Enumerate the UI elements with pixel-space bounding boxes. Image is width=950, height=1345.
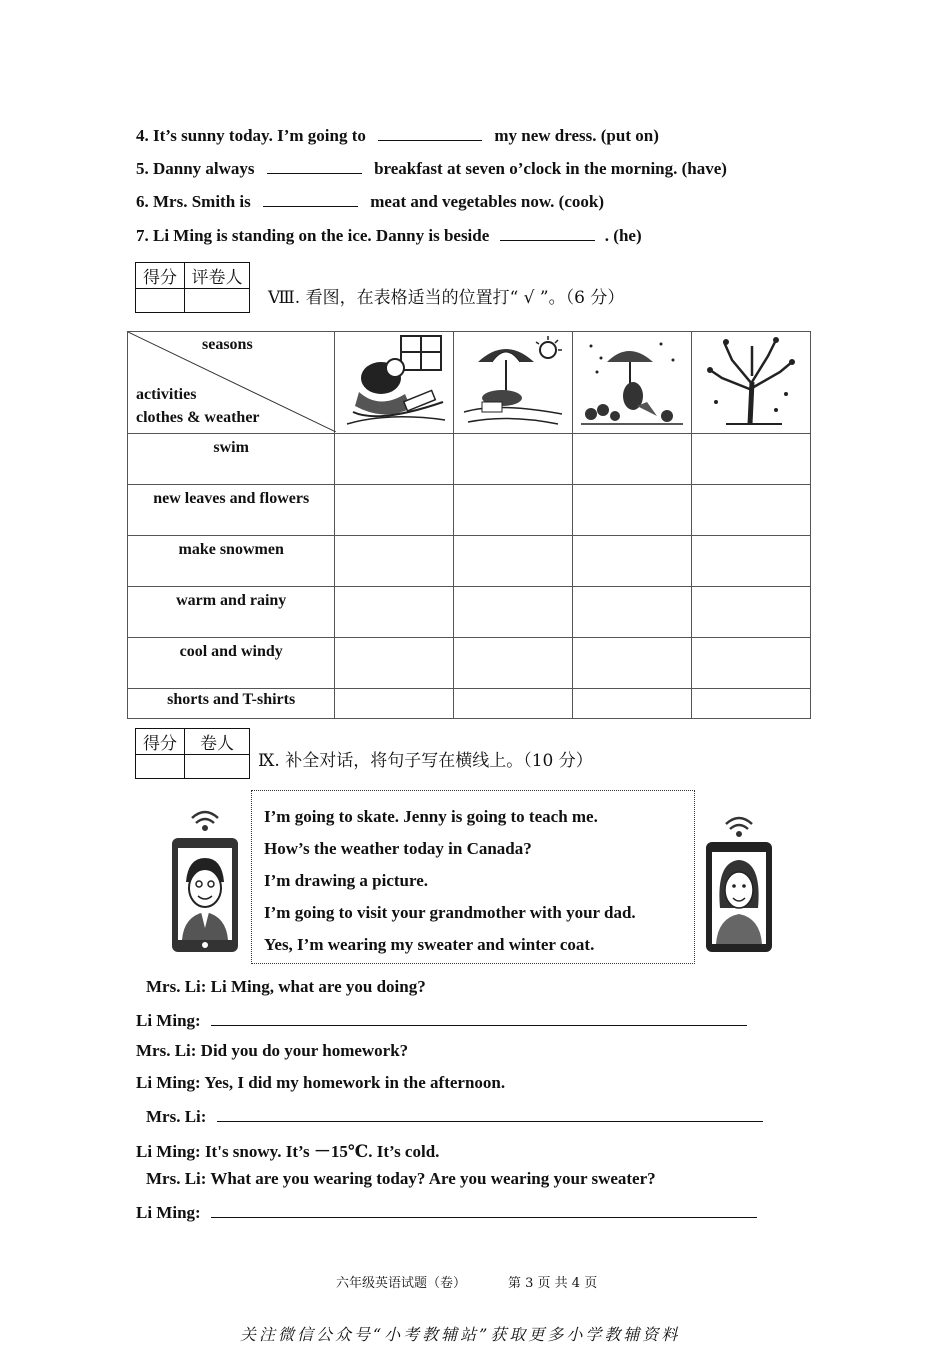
question-text: 7. Li Ming is standing on the ice. Danny is beside xyxy=(136,226,490,245)
spring-picture-cell xyxy=(573,332,692,434)
check-cell[interactable] xyxy=(335,638,454,689)
row-label: cool and windy xyxy=(128,638,335,689)
question-text: 6. Mrs. Smith is xyxy=(136,192,251,211)
check-cell[interactable] xyxy=(692,536,811,587)
phone-boy-icon xyxy=(168,804,242,956)
promo-text: 关注微信公众号“小考教辅站”获取更多小学教辅资料 xyxy=(240,1325,681,1344)
spring-scene-icon xyxy=(577,332,687,428)
choice-item: Yes, I’m wearing my sweater and winter coat. xyxy=(264,935,595,954)
winter-picture-cell xyxy=(335,332,454,434)
dialogue-line: Mrs. Li: Did you do your homework? xyxy=(136,1041,409,1060)
summer-picture-cell xyxy=(454,332,573,434)
row-label: make snowmen xyxy=(128,536,335,587)
check-cell[interactable] xyxy=(692,485,811,536)
check-cell[interactable] xyxy=(573,434,692,485)
answer-blank[interactable] xyxy=(211,1201,757,1218)
question-text: breakfast at seven o’clock in the morning. (have) xyxy=(374,159,727,178)
answer-blank[interactable] xyxy=(217,1105,763,1122)
diagonal-header-cell xyxy=(128,332,335,434)
choice-item: How’s the weather today in Canada? xyxy=(264,839,532,858)
section-9-title: Ⅸ. 补全对话，将句子写在横线上。（10 分） xyxy=(258,751,593,771)
check-cell[interactable] xyxy=(573,485,692,536)
winter-scene-icon xyxy=(339,332,449,428)
check-cell[interactable] xyxy=(454,638,573,689)
summer-scene-icon xyxy=(458,332,568,428)
grader-cell xyxy=(185,755,250,779)
check-cell[interactable] xyxy=(335,434,454,485)
section-8-title: Ⅷ. 看图，在表格适当的位置打“ √ ”。（6 分） xyxy=(268,288,625,308)
check-cell[interactable] xyxy=(454,689,573,719)
row-label: warm and rainy xyxy=(128,587,335,638)
answer-blank xyxy=(263,190,358,207)
check-cell[interactable] xyxy=(335,587,454,638)
speaker-label: Li Ming: xyxy=(136,1011,201,1030)
grader-label: 评卷人 xyxy=(185,263,250,289)
row-label: swim xyxy=(128,434,335,485)
row-label: shorts and T-shirts xyxy=(128,689,335,719)
check-cell[interactable] xyxy=(573,536,692,587)
speaker-label: Mrs. Li: xyxy=(146,1107,207,1126)
question-text: meat and vegetables now. (cook) xyxy=(370,192,604,211)
score-box xyxy=(135,728,250,779)
check-cell[interactable] xyxy=(335,536,454,587)
dialogue-line: Mrs. Li: Li Ming, what are you doing? xyxy=(146,977,426,996)
score-label: 得分 xyxy=(136,729,185,755)
check-cell[interactable] xyxy=(454,587,573,638)
check-cell[interactable] xyxy=(335,689,454,719)
header-clothes-weather: clothes & weather xyxy=(136,409,260,426)
answer-blank[interactable] xyxy=(211,1009,747,1026)
choices-box xyxy=(251,790,695,964)
choice-item: I’m drawing a picture. xyxy=(264,871,429,890)
autumn-picture-cell xyxy=(692,332,811,434)
answer-blank xyxy=(267,157,362,174)
choice-item: I’m going to visit your grandmother with your dad. xyxy=(264,903,636,922)
season-table xyxy=(127,331,811,719)
dialogue-line: Li Ming: It's snowy. It’s －15℃. It’s cold. xyxy=(136,1142,440,1161)
grader-cell xyxy=(185,289,250,313)
dialogue-line: Li Ming: Yes, I did my homework in the afternoon. xyxy=(136,1073,506,1092)
question-6 xyxy=(136,190,604,212)
question-text: . (he) xyxy=(604,226,642,245)
score-label: 得分 xyxy=(136,263,185,289)
autumn-tree-icon xyxy=(696,332,806,428)
answer-blank xyxy=(378,124,482,141)
question-text: 4. It’s sunny today. I’m going to xyxy=(136,126,366,145)
check-cell[interactable] xyxy=(692,587,811,638)
check-cell[interactable] xyxy=(454,536,573,587)
speaker-label: Li Ming: xyxy=(136,1203,201,1222)
score-cell xyxy=(136,289,185,313)
choice-item: I’m going to skate. Jenny is going to teach me. xyxy=(264,807,598,826)
phone-boy xyxy=(168,804,242,961)
check-cell[interactable] xyxy=(692,689,811,719)
check-cell[interactable] xyxy=(454,434,573,485)
question-4 xyxy=(136,124,659,146)
question-text: my new dress. (put on) xyxy=(494,126,659,145)
score-box xyxy=(135,262,250,313)
check-cell[interactable] xyxy=(692,434,811,485)
phone-woman-icon xyxy=(704,812,774,954)
row-label: new leaves and flowers xyxy=(128,485,335,536)
score-cell xyxy=(136,755,185,779)
dialogue-line xyxy=(146,1105,763,1127)
question-5 xyxy=(136,157,727,179)
footer-left: 六年级英语试题（卷） xyxy=(336,1276,467,1291)
check-cell[interactable] xyxy=(573,587,692,638)
check-cell[interactable] xyxy=(454,485,573,536)
phone-woman xyxy=(704,812,774,959)
answer-blank xyxy=(500,224,595,241)
check-cell[interactable] xyxy=(573,638,692,689)
dialogue-line xyxy=(136,1009,747,1031)
footer-page-number: 第 3 页 共 4 页 xyxy=(508,1276,598,1291)
dialogue-line xyxy=(136,1201,757,1223)
check-cell[interactable] xyxy=(573,689,692,719)
check-cell[interactable] xyxy=(335,485,454,536)
question-7 xyxy=(136,224,642,246)
header-activities: activities xyxy=(136,386,197,403)
dialogue-line: Mrs. Li: What are you wearing today? Are you wearing your sweater? xyxy=(146,1169,656,1188)
check-cell[interactable] xyxy=(692,638,811,689)
grader-label: 卷人 xyxy=(185,729,250,755)
header-seasons: seasons xyxy=(202,336,253,353)
question-text: 5. Danny always xyxy=(136,159,255,178)
